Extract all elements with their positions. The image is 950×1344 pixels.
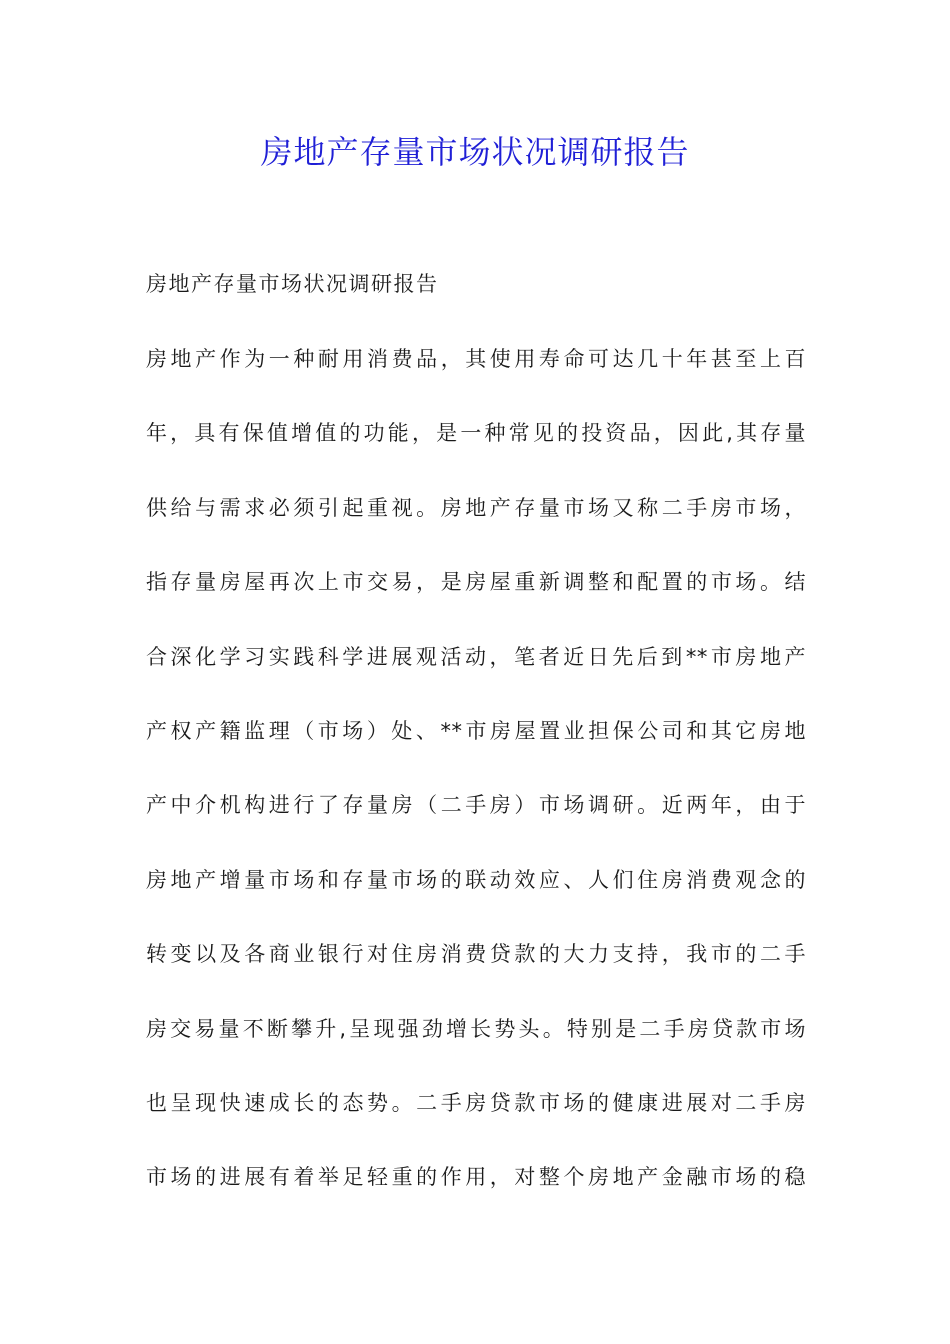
body-line: 年，具有保值增值的功能，是一种常见的投资品，因此,其存量: [146, 421, 806, 446]
body-line: 合深化学习实践科学进展观活动，笔者近日先后到**市房地产: [146, 644, 806, 669]
body-line: 房地产增量市场和存量市场的联动效应、人们住房消费观念的: [146, 867, 806, 892]
document-subtitle: 房地产存量市场状况调研报告: [146, 272, 439, 296]
body-line: 供给与需求必须引起重视。房地产存量市场又称二手房市场，: [146, 495, 806, 520]
body-line: 房交易量不断攀升,呈现强劲增长势头。特别是二手房贷款市场: [146, 1016, 806, 1041]
body-line: 市场的进展有着举足轻重的作用，对整个房地产金融市场的稳: [146, 1165, 806, 1190]
body-line: 房地产作为一种耐用消费品，其使用寿命可达几十年甚至上百: [146, 347, 806, 371]
body-line: 指存量房屋再次上市交易，是房屋重新调整和配置的市场。结: [146, 570, 806, 595]
body-text: [146, 343, 806, 1236]
document-title: 房地产存量市场状况调研报告: [260, 133, 690, 171]
body-line: 也呈现快速成长的态势。二手房贷款市场的健康进展对二手房: [146, 1090, 806, 1115]
body-line: 产中介机构进行了存量房（二手房）市场调研。近两年，由于: [146, 793, 806, 818]
body-line: 产权产籍监理（市场）处、**市房屋置业担保公司和其它房地: [146, 718, 806, 743]
body-line: 转变以及各商业银行对住房消费贷款的大力支持，我市的二手: [146, 942, 806, 967]
